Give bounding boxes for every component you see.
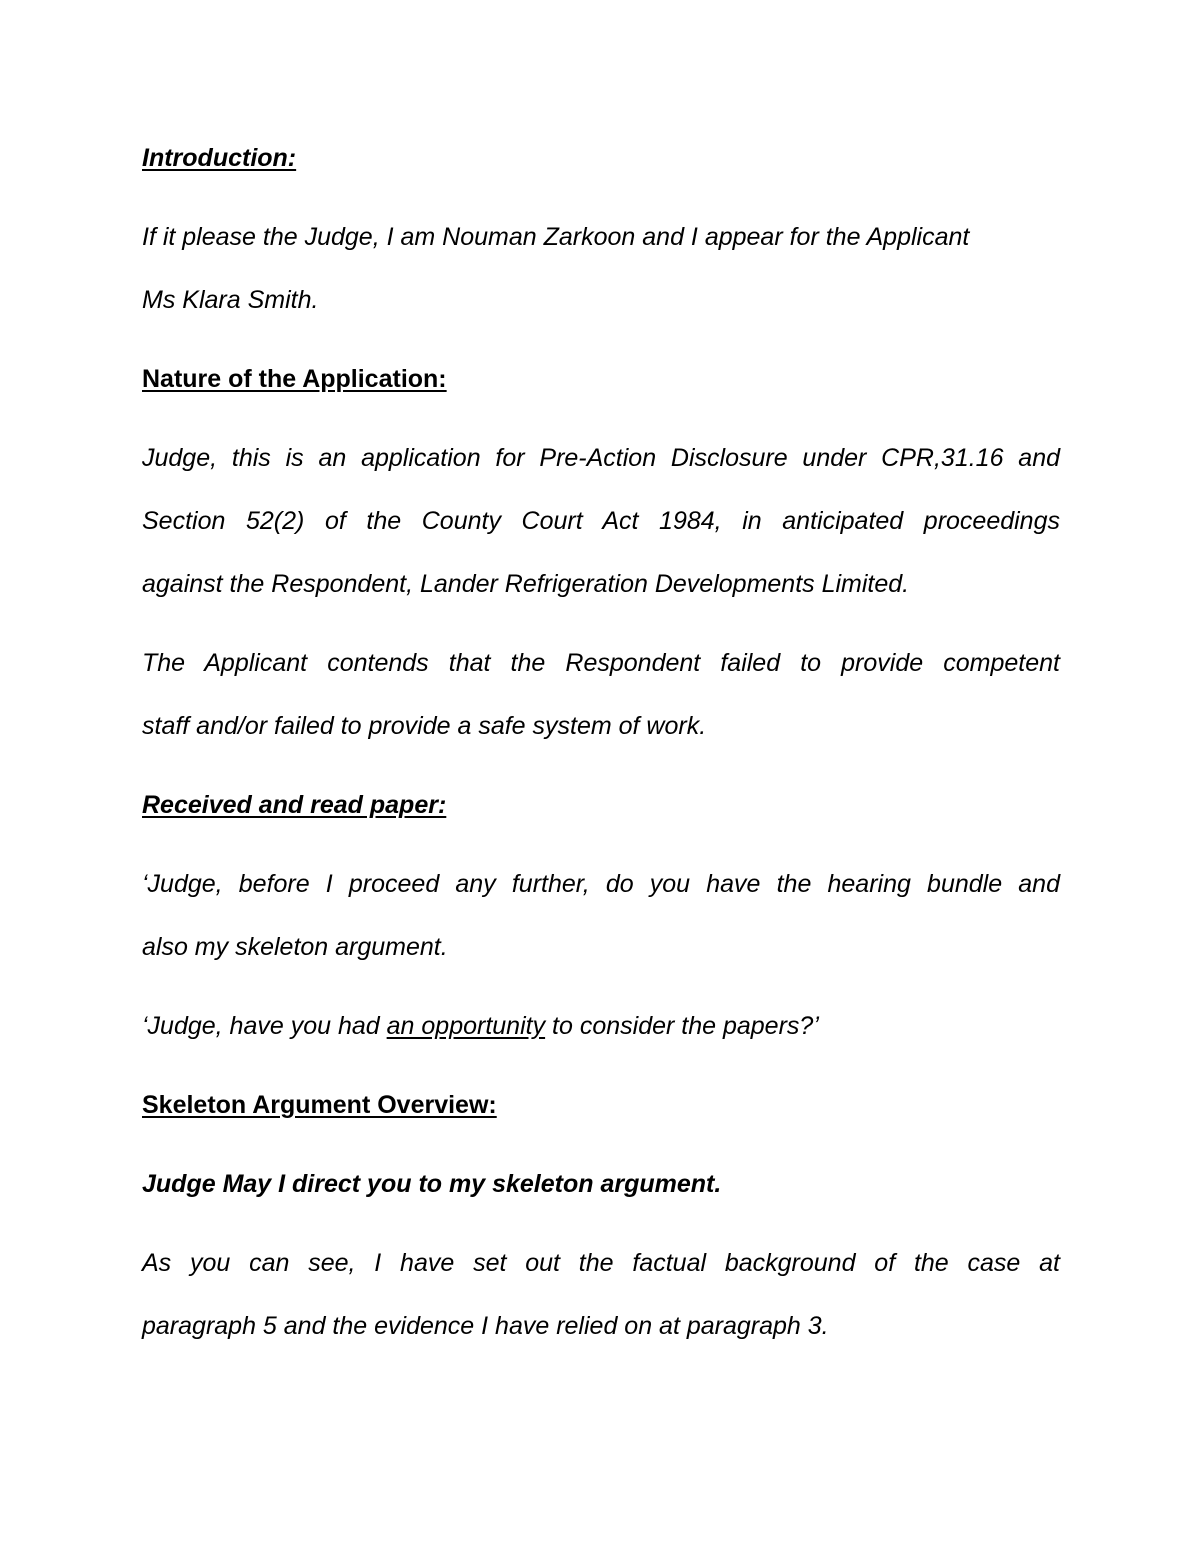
opportunity-question (142, 1011, 819, 1041)
opportunity-question-suffix: to consider the papers?’ (545, 1012, 819, 1040)
skeleton-paragraph-line-1: As you can see, I have set out the factual background of the case at (142, 1249, 1060, 1277)
heading-nature-of-application: Nature of the Application: (142, 365, 447, 393)
nature-paragraph-line-3: against the Respondent, Lander Refrigeration Developments Limited. (142, 570, 910, 598)
opportunity-underlined-phrase: an opportunity (386, 1012, 546, 1040)
skeleton-paragraph-line-2: paragraph 5 and the evidence I have relied on at paragraph 3. (142, 1312, 829, 1340)
contention-paragraph-line-2: staff and/or failed to provide a safe system of work. (142, 712, 707, 740)
nature-paragraph-line-1: Judge, this is an application for Pre-Action Disclosure under CPR,31.16 and (142, 444, 1060, 472)
heading-received-and-read-paper: Received and read paper: (142, 791, 447, 819)
intro-paragraph-line-2: Ms Klara Smith. (142, 286, 319, 314)
contention-paragraph-line-1: The Applicant contends that the Respondent failed to provide competent (142, 649, 1060, 677)
nature-paragraph-line-2: Section 52(2) of the County Court Act 1984, in anticipated proceedings (142, 507, 1060, 535)
skeleton-direction-line: Judge May I direct you to my skeleton argument. (142, 1170, 722, 1198)
opportunity-question-prefix: ‘Judge, have you had (142, 1012, 387, 1040)
heading-skeleton-argument-overview: Skeleton Argument Overview: (142, 1091, 497, 1119)
heading-introduction: Introduction: (142, 144, 297, 172)
received-paragraph-line-2: also my skeleton argument. (142, 933, 448, 961)
document-page (142, 0, 1060, 1553)
intro-paragraph-line-1: If it please the Judge, I am Nouman Zarkoon and I appear for the Applicant (142, 223, 970, 251)
received-paragraph-line-1: ‘Judge, before I proceed any further, do you have the hearing bundle and (142, 870, 1060, 898)
